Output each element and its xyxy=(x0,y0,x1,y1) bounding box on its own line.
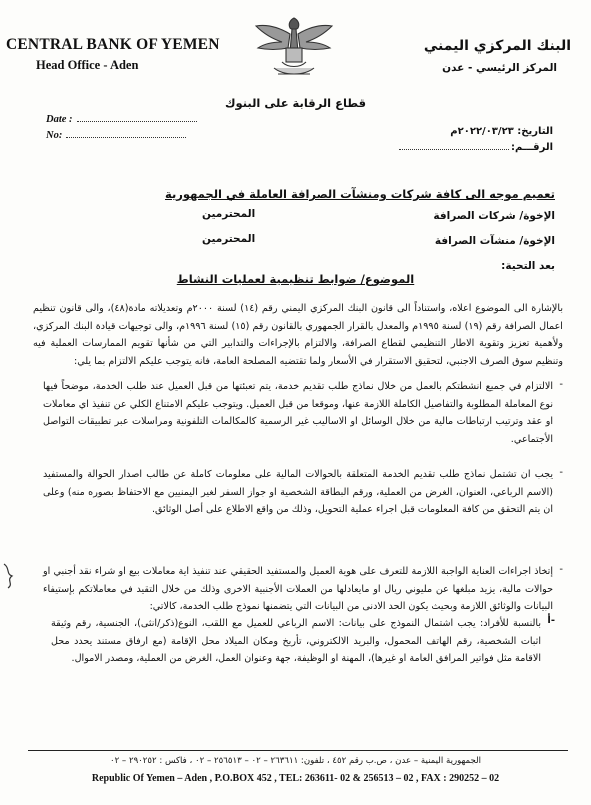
reference-field-arabic: الرقـــم: xyxy=(399,141,553,153)
addressee-exchange-establishments: الإخوة/ منشآت الصرافة xyxy=(434,235,555,247)
honorific-2: المحترمين xyxy=(202,233,256,245)
margin-initials-mark xyxy=(0,560,20,590)
head-office-arabic: المركز الرئيسي - عدن xyxy=(442,62,557,74)
bullet-marker: - xyxy=(559,564,563,575)
addressee-exchange-companies: الإخوة/ شركات الصرافة xyxy=(433,210,555,222)
yemen-eagle-emblem xyxy=(252,12,336,84)
bullet-paragraph-3: إتخاذ اجراءات العناية الواجبة اللازمة للتعرف على هوية العميل والمستفيد الحقيقي عند تنفيذ اية معاملات بيع او شراء نقد أجنبي او حوالات مالية، يزيد مبلغها عن مليوني ريال او مايعادلها من العملات الأجنبية الاخرى وذلك من خلال التقيد في معاملاتكم بإستيفاء البيانات والوثائق اللازمة وبحيث يكون الحد الادنى من البيانات التي يتضمنها نموذج طلب الخدمة، كالاتي: xyxy=(43,566,553,613)
bullet-marker: - xyxy=(559,467,563,478)
circular-title: تعميم موجه الى كافة شركات ومنشآت الصرافة العاملة في الجمهورية xyxy=(164,187,555,201)
bank-name-english: CENTRAL BANK OF YEMEN xyxy=(6,36,220,53)
bullet-paragraph-2: يجب ان تشتمل نماذج طلب تقديم الخدمة المتعلقة بالحوالات المالية على معلومات كاملة عن طالب اصدار الحوالة والمستفيد (الاسم الرباعي، العنوان، الغرض من العملية، ورقم البطاقة الشخصية او جواز السفر لغير اليمنيين مع الاحتفاظ بصوره منه) وعلى ان يتم التحقق من كافة المعلومات قبل اجراء عملية التحويل، وذلك من واقع الاطلاع على أصل الوثائق. xyxy=(43,469,553,516)
date-arabic: التاريخ: ٢٠٢٢/٠٣/٢٣م xyxy=(450,126,553,137)
department-heading: قطاع الرقابة على البنوك xyxy=(224,96,367,110)
number-field-english: No: xyxy=(46,128,186,141)
footer-contact-arabic: الجمهورية اليمنية – عدن ، ص.ب رقم ٤٥٢ ، تلفون: ٢٦٣٦١١ – ٠٢ – ٢٥٦٥١٣ – ٠٢ ، فاكس : ٢٩٠٢٥٢ – ٠٢ xyxy=(109,756,482,766)
bullet-paragraph-1: الالتزام في جميع انشطتكم بالعمل من خلال نماذج طلب تقديم خدمة، يتم تعبئتها من قبل العميل عند طلب الخدمة، موضحاً فيها نوع المعاملة المطلوبة والتفاصيل الكاملة اللازمة عنها، وموقعا من قبل العميل. ويتوجب عليكم الامتناع الكلي عن تنفيذ اي معاملات او عقد وترتيب ارتباطات مالية من خلال الوسائل او الاساليب غير الرسمية كالمكالمات التلفونية ومراسلات عبر تطبيقات التواصل الأجتماعي. xyxy=(43,381,553,445)
greeting: بعد التحية: xyxy=(501,260,555,272)
bank-name-arabic: البنك المركزي اليمني xyxy=(423,38,571,54)
footer-divider xyxy=(28,750,568,751)
date-field-english: Date : xyxy=(46,112,197,125)
honorific-1: المحترمين xyxy=(202,208,256,220)
sub-item-marker: أ- xyxy=(547,615,555,626)
bullet-marker: - xyxy=(559,379,563,390)
intro-paragraph: بالإشارة الى الموضوع اعلاه، واستناداً الى قانون البنك المركزي اليمني رقم (١٤) لسنة ٢٠٠٠م وتعديلاته مادة(٤٨)، والى قانون تنظيم اعمال الصرافة رقم (١٩) لسنة ١٩٩٥م والمعدل بالقرار الجمهوري بالقانون رقم (١٥) لسنة ١٩٩٦م، والى توجيهات قيادة البنك المركزي، ولأهمية تعزيز وتقوية الاطار التنظيمي لقطاع الصرافة، والالتزام بالإجراءات والتدابير التي من شأنها تقويم الممارسات العملية فيه وتنظيم سوق الصرف الاجنبي، لتحقيق الاستقرار في الأسعار ولما تقتضيه المصلحة العامة، فانه يتوجب عليكم الالتزام بما يلي: xyxy=(33,303,563,367)
head-office-english: Head Office - Aden xyxy=(36,58,139,72)
footer-contact-english: Republic Of Yemen – Aden , P.O.BOX 452 , TEL: 263611- 02 & 256513 – 02 , FAX : 290252 – 02 xyxy=(91,773,500,784)
sub-item-individuals: بالنسبة للأفراد: يجب اشتمال النموذج على بيانات: الاسم الرباعي للعميل مع اللقب، النوع(ذكر/انثى)، الجنسية، رقم وثيقة اثبات الشخصية، رقم الهاتف المحمول، والبريد الالكتروني، تأريخ ومكان الميلاد محل الإقامة (مع ارفاق مستند يحدد محل الاقامة مثل فواتير المرافق العامة او غيرها)، المهنة او الوظيفة، جهة وعنوان العمل، الغرض من العملية، ومصدر الاموال. xyxy=(51,618,541,665)
subject-line: الموضوع/ ضوابط تنظيمية لعمليات النشاط xyxy=(176,272,415,286)
